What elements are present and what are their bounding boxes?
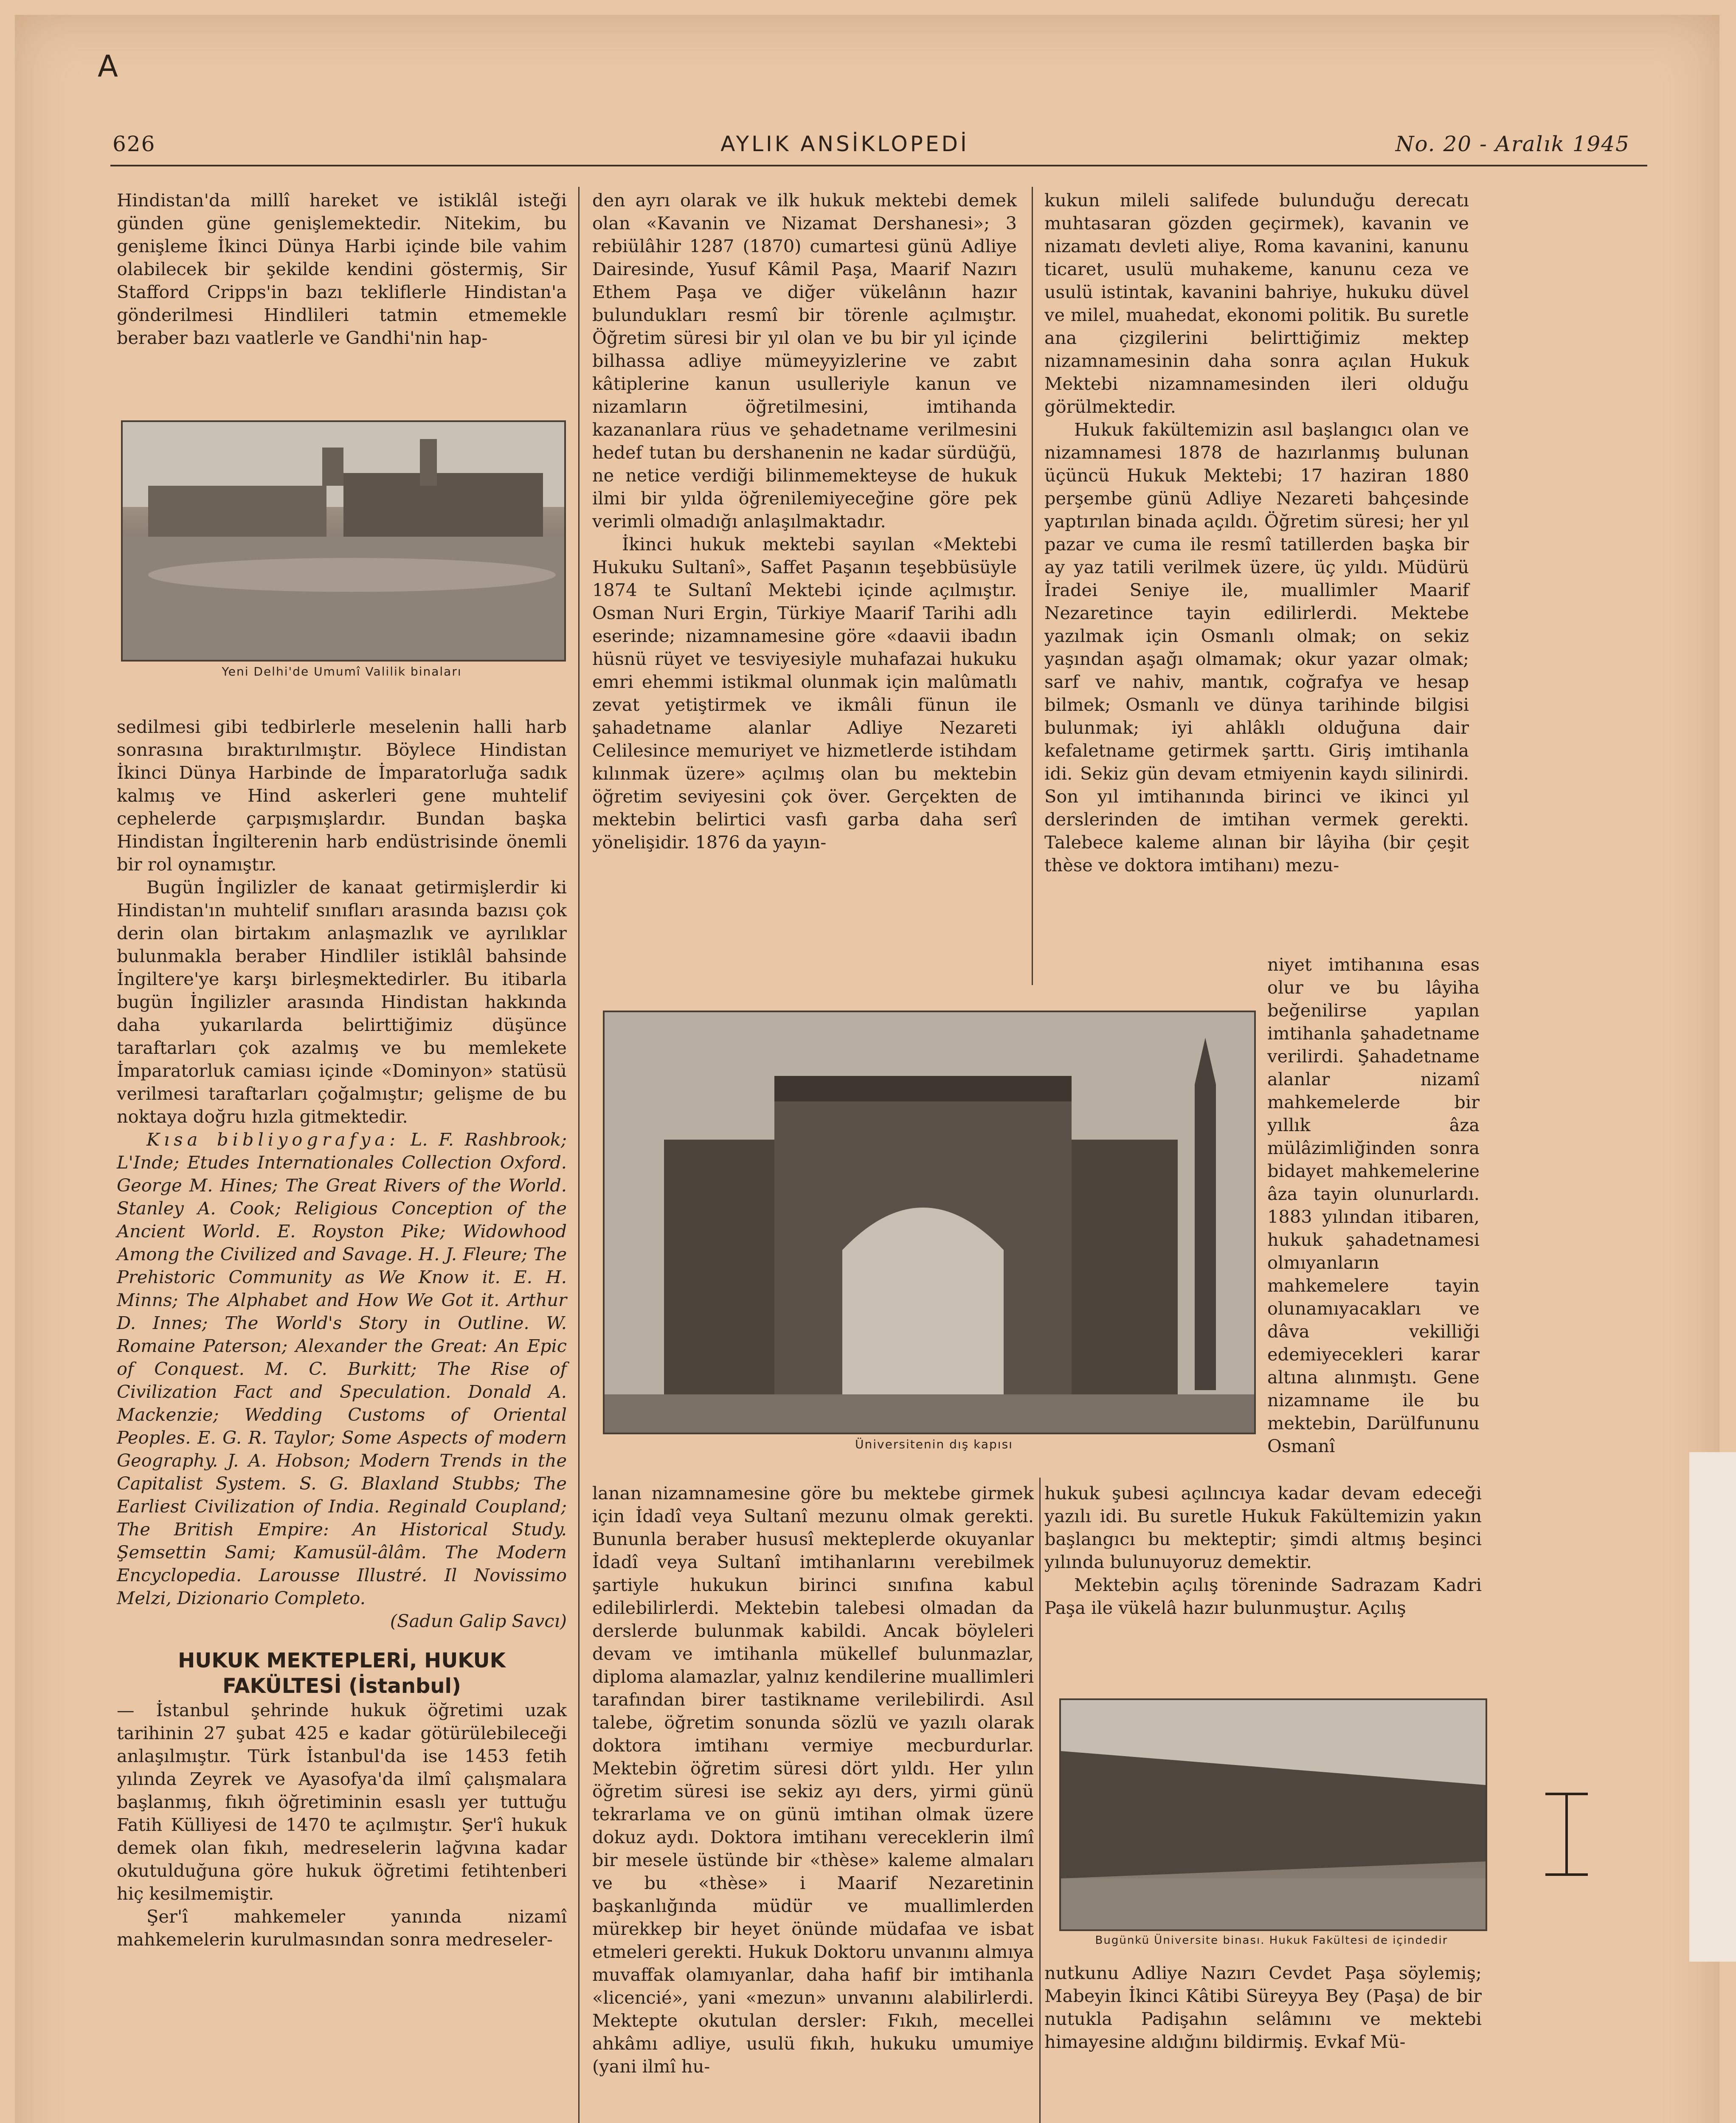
- torn-edge: [1689, 1452, 1736, 1962]
- paragraph: niyet imtihanına esas olur ve bu lâyiha beğenilirse yapılan imtihanla şahadetname verilirdi. Şahadetname alanlar nizamî mahkemelerde bir yıllık âza mülâzimliğinden sonra bidayet mahkemelerine âza tayin olunurlardı. 1883 yılından itibaren, hukuk şahadetnamesi olmıyanların mahkemelere tayin olunamıyacakları ve dâva vekilliği edemiyecekleri karar altına alınmıştı. Gene nizamname ile bu mektebin, Darülfununu Osmanî: [1267, 954, 1480, 1456]
- page-number: 626: [113, 132, 156, 156]
- issue-info: No. 20 - Aralık 1945: [1395, 132, 1630, 156]
- paragraph: den ayrı olarak ve ilk hukuk mektebi demek olan «Kavanin ve Nizamat Dershanesi»; 3 rebiülâhir 1287 (1870) cumartesi günü Adliye Dairesinde, Yusuf Kâmil Paşa, Maarif Nazırı Ethem Paşa ve diğer vükelânın hazır bulundukları resmî bir törenle açılmıştır. Öğretim süresi bir yıl olan ve bu bir yıl içinde bilhassa adliye mümeyyizlerine ve zabıt kâtiplerine kanun usulleriyle kanun ve nizamların öğretilmesini, imtihanda kazananlara rüus ve şehadetname verilmesini hedef tutan bu dershanenin ne kadar sürdüğü, ne netice verdiği bilinmemekteyse de hukuk ilmi bir yılda öğrenilemiyeceğine göre pek verimli olmadığı anlaşılmaktadır.: [592, 190, 1017, 532]
- column-2-bottom: [592, 1482, 1034, 2078]
- paragraph: Hukuk fakültemizin asıl başlangıcı olan ve nizamnamesi 1878 de hazırlanmış bulunan üçüncü Hukuk Mektebi; 17 haziran 1880 perşembe günü Adliye Nezareti bahçesinde yaptırılan binada açıldı. Öğretim süresi; her yıl pazar ve cuma ile resmî tatillerden başka bir ay yaz tatili verilmek üzere, üç yıldı. Müdürü İradei Seniye ile, muallimler Maarif Nezaretince tayin edilirlerdi. Mektebe yazılmak için Osmanlı olmak; on sekiz yaşından aşağı olmamak; okur yazar olmak; sarf ve nahiv, mantık, coğrafya ve hesap bilmek; Osmanlı ve dünya tarihinde bilgisi bulunmak; iyi ahlâklı olduğuna dair kefaletname getirmek şarttı. Giriş imtihanla idi. Sekiz gün devam etmiyenin kaydı silinirdi. Son yıl imtihanında birinci ve ikinci yıl derslerinden de imtihan vermek gerekti. Talebece kaleme alınan bir lâyiha (bir çeşit thèse ve doktora imtihanı) mezu-: [1044, 419, 1469, 876]
- bibliography-text: L. F. Rashbrook; L'Inde; Etudes Internationales Collection Oxford. George M. Hines; The Great Rivers of the World. Stanley A. Cook; Religious Conception of the Ancient World. E. Royston Pike; Widowhood Among the Civilized and Savage. H. J. Fleure; The Prehistoric Community as We Know it. E. H. Minns; The Alphabet and How We Got it. Arthur D. Innes; The World's Story in Outline. W. Romaine Paterson; Alexander the Great: An Epic of Conquest. M. C. Burkitt; The Rise of Civilization Fact and Speculation. Donald A. Mackenzie; Wedding Customs of Oriental Peoples. E. G. R. Taylor; Some Aspects of modern Geography. J. A. Hobson; Modern Trends in the Capitalist System. S. G. Blaxland Stubbs; The Earliest Civilization of India. Reginald Coupland; The British Empire: An Historical Study. Şemsettin Sami; Kamusül-âlâm. The Modern Encyclopedia. Larousse Illustré. Il Novissimo Melzi, Dizionario Completo.: [117, 1129, 567, 1608]
- margin-mark-i: [1537, 1785, 1596, 1883]
- column-2-top: [592, 189, 1017, 854]
- photo-caption: Üniversitenin dış kapısı: [855, 1437, 1013, 1451]
- photo-new-delhi-buildings: [121, 420, 566, 662]
- column-divider-left: [578, 187, 580, 2123]
- column-3-top: [1044, 189, 1469, 877]
- paragraph: Şer'î mahkemeler yanında nizamî mahkemelerin kurulmasından sonra medreseler-: [117, 1906, 567, 1950]
- photo-university-gate: [603, 1011, 1256, 1434]
- section-heading: HUKUK MEKTEPLERİ, HUKUK FAKÜLTESİ (İstanbul): [178, 1649, 506, 1698]
- paragraph: Bugün İngilizler de kanaat getirmişlerdir ki Hindistan'ın muhtelif sınıfları arasında bazısı çok derin olan birtakım anlaşmazlık ve ayrılıklar bulunmakla beraber Hindliler istiklâl bahsinde İngiltere'ye karşı birleşmektedirler. Bu itibarla bugün İngilizler arasında Hindistan hakkında daha yukarılarda belirttiğimiz düşünce taraftarları çok azalmış ve bu memlekete İmparatorluk camiası içinde «Dominyon» statüsü verilmesi taraftarları çoğalmıştır; gelişme de bu noktaya doğru hızla gitmektedir.: [117, 877, 567, 1127]
- column-3-bottom: [1044, 1482, 1482, 1619]
- column-1-top: [117, 189, 567, 349]
- column-divider-right-lower: [1039, 1478, 1041, 2123]
- paragraph: hukuk şubesi açılıncıya kadar devam edeceği yazılı idi. Bu suretle Hukuk Fakültemizin yakın başlangıcı bu mekteptir; şimdi altmış beşinci yılında bulunuyoruz demektir.: [1044, 1483, 1482, 1572]
- photo-caption: Yeni Delhi'de Umumî Valilik binaları: [222, 664, 462, 679]
- column-3-final: [1044, 1962, 1482, 2053]
- bibliography-label: Kısa bibliyografya:: [146, 1129, 400, 1150]
- paragraph: — İstanbul şehrinde hukuk öğretimi uzak tarihinin 27 şubat 425 e kadar götürülebileceği anlaşılmıştır. Türk İstanbul'da ise 1453 fetih yılında Zeyrek ve Ayasofya'da ilmî çalışmalara başlanmış, fıkıh öğretiminin esaslı yer tuttuğu Fatih Külliyesi de 1470 te açılmıştır. Şer'î hukuk demek olan fıkıh, medreselerin lağvına kadar okutulduğuna göre hukuk öğretimi fetihtenberi hiç kesilmemiştir.: [117, 1700, 567, 1904]
- paragraph: Mektebin açılış töreninde Sadrazam Kadri Paşa ile vükelâ hazır bulunmuştur. Açılış: [1044, 1574, 1482, 1618]
- paragraph: kukun mileli salifede bulunduğu derecatı muhtasaran gözden geçirmek), kavanin ve nizamatı devleti aliye, Roma kavanini, kanunu ticaret, usulü muhakeme, kanunu ceza ve usulü istintak, kavanini bahriye, hukuku düvel ve milel, muahedat, ekonomi politik. Bu suretle ana çizgilerini belirttiğimiz mektep nizamnamesinin daha sonra açılan Hukuk Mektebi nizamnamesinden ileri olduğu görülmektedir.: [1044, 190, 1469, 417]
- author-signature: (Sadun Galip Savcı): [390, 1611, 567, 1631]
- paragraph: nutkunu Adliye Nazırı Cevdet Paşa söylemiş; Mabeyin İkinci Kâtibi Süreyya Bey (Paşa) de bir nutukla Padişahın selâmını ve mektebi himayesine aldığını bildirmiş. Evkaf Mü-: [1044, 1963, 1482, 2052]
- paragraph: lanan nizamnamesine göre bu mektebe girmek için İdadî veya Sultanî mezunu olmak gerekti. Bununla beraber hususî mekteplerde okuyanlar İdadî veya Sultanî imtihanlarını verebilmek şartiyle hukukun birinci sınıfına kabul edilebilirlerdi. Mektebin talebesi olmadan da derslerde bulunmak kabildi. Ancak böyleleri devam ve imtihanla mükellef bulunmazlar, diploma alamazlar, yalnız kendilerine muallimleri tarafından birer tastikname verilebilirdi. Asıl talebe, öğretim sonunda sözlü ve yazılı olarak doktora imtihanı vermiye mecburdurlar. Mektebin öğretim süresi dört yıldı. Her yılın öğretim süresi ise sekiz ayı ders, yirmi günü tekrarlama ve on günü imtihan olmak üzere dokuz aydı. Doktora imtihanı vereceklerin ilmî bir mesele üstünde bir «thèse» kaleme almaları ve bu «thèse» i Maarif Nezaretinin başkanlığında müdür ve muallimlerden mürekkep bir heyet önünde müdafaa ve isbat etmeleri gerekti. Hukuk Doktoru unvanını almıya muvaffak olamıyanlar, daha hafif bir imtihanla «licencié», yani «mezun» unvanını alabilirlerdi. Mektepte okutulan dersler: Fıkıh, mecellei ahkâmı adliye, usulü fıkıh, hukuku umumiye (yani ilmî hu-: [592, 1483, 1034, 2077]
- running-title: AYLIK ANSİKLOPEDİ: [720, 132, 969, 156]
- paragraph: İkinci hukuk mektebi sayılan «Mektebi Hukuku Sultanî», Saffet Paşanın teşebbüsüyle 1874 te Sultanî Mektebi içinde açılmıştır. Osman Nuri Ergin, Türkiye Maarif Tarihi adlı eserinde; nizamnamesine göre «daavii ibadın hüsnü rüyet ve tesviyesiyle muhafazai hukuku emri ehemmi istikmal olunmak için malûmatlı zevat yetiştirmek ve ikmâli fünun ile şahadetname alanlar Adliye Nezareti Celilesince memuriyet ve hizmetlerde istihdam kılınmak üzere» açılmış olan bu mektebin öğretim seviyesini çok över. Gerçekten de mektebin belirtici vasfı garba daha serî yönelişidir. 1876 da yayın-: [592, 534, 1017, 853]
- column-divider-right-upper: [1032, 187, 1033, 985]
- paragraph: sedilmesi gibi tedbirlerle meselenin halli harb sonrasına bıraktırılmıştır. Böylece Hindistan İkinci Dünya Harbinde de İmparatorluğa sadık kalmış ve Hind askerleri gene muhtelif cephelerde çarpışmışlardır. Bundan başka Hindistan İngilterenin harb endüstrisinde önemli bir rol oynamıştır.: [117, 716, 567, 875]
- header-rule: [110, 165, 1647, 166]
- margin-mark-a: A: [98, 49, 118, 84]
- paragraph: Hindistan'da millî hareket ve istiklâl isteği günden güne genişlemektedir. Nitekim, bu genişleme İkinci Dünya Harbi içinde bile vahim olabilecek bir şekilde kendini göstermiş, Sir Stafford Cripps'in bazı tekliflerle Hindistan'a gönderilmesi Hindlileri tatmin etmemekle beraber bazı vaatlerle ve Gandhi'nin hap-: [117, 190, 567, 348]
- photo-caption: Bugünkü Üniversite binası. Hukuk Fakültesi de içindedir: [1095, 1934, 1448, 1947]
- column-3-narrow: [1267, 953, 1480, 1458]
- column-1-middle: [117, 715, 567, 1951]
- photo-university-building: [1059, 1698, 1487, 1931]
